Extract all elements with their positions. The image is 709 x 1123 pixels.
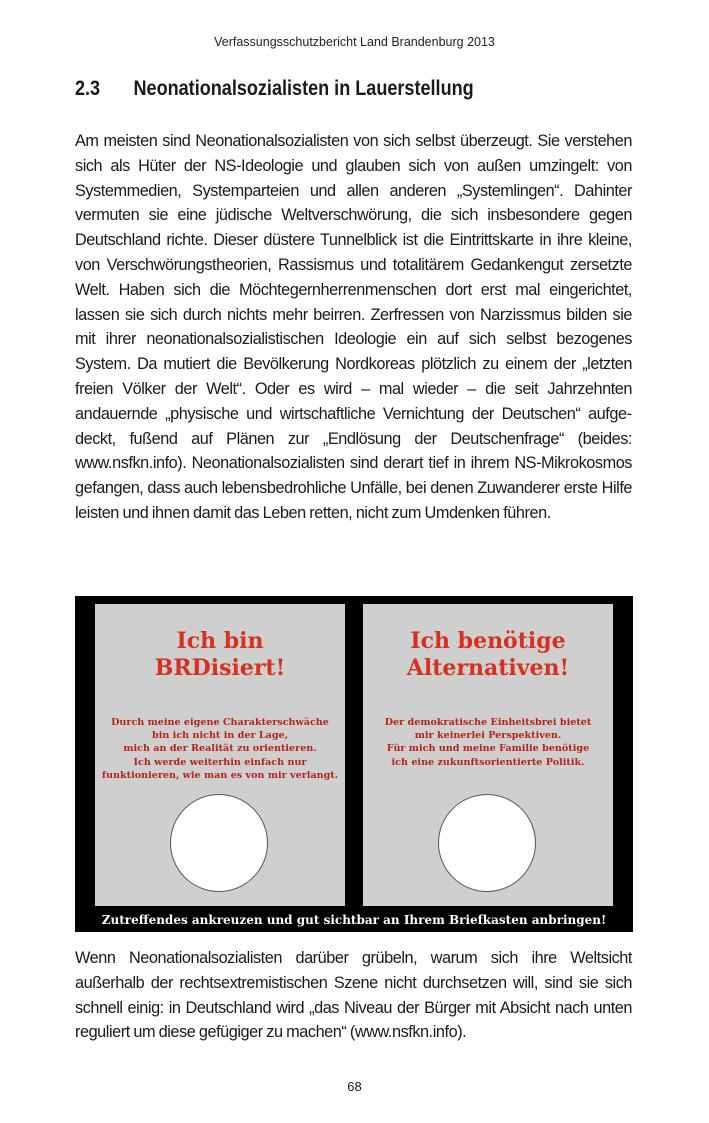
section-heading [75,77,557,101]
section-title: Neonationalsozialisten in Lauerstellung [133,77,474,100]
body-paragraph-2: Wenn Neonationalsozialisten darüber grübeln, warum sich ihre Weltsicht außerhalb der rechtsextremistischen Szene nicht durchsetzen will, sind sie sich schnell einig: in Deutschland wird „das Niveau der Bürger mit Absicht nach unten reguliert um diese gefügiger zu machen“ (www.nsfkn.info). [75,949,632,1042]
section-number: 2.3 [75,77,101,100]
poster-card-right [363,604,613,906]
poster-card-left [95,604,345,906]
poster-caption: Zutreffendes ankreuzen und gut sichtbar an Ihrem Briefkasten anbringen! [101,913,607,927]
body-paragraph-1: Am meisten sind Neonationalsozialisten von sich selbst überzeugt. Sie verstehen sich als Hüter der NS-Ideologie und glauben sich von außen umzingelt: von Systemmedien, Systemparteien und allen anderen „Systemlingen“. Dahinter vermuten sie eine jüdische Weltverschwörung, die sich insbesondere gegen Deutschland richte. Dieser düstere Tunnelblick ist die Eintrittskarte in ihre kleine, von Verschwörungstheorien, Rassismus und totalitärem Gedankengut zersetzte Welt. Haben sich die Möchtegernherrenmenschen dort erst mal eingerichtet, lassen sie sich durch nichts mehr beirren. Zerfressen von Narzissmus bilden sie mit ihrer neonationalsozialistischen Ideologie ein auf sich selbst bezogenes System. Da mutiert die Bevölkerung Nordkoreas plötzlich zu einem der „letzten freien Völker der Welt“. Oder es wird – mal wieder – die seit Jahrzehnten andauernde „physische und wirtschaftliche Vernichtung der Deutschen“ aufgedeckt, fußend auf Plänen zur „Endlösung der Deutschenfrage“ (beides: www.nsfkn.info). Neonationalsozialisten sind derart tief in ihrem NS-Mikrokosmos gefangen, dass auch lebensbedrohliche Unfälle, bei denen Zuwanderer erste Hilfe leisten und ihnen damit das Leben retten, nicht zum Umdenken führen. [75,132,632,522]
running-header: Verfassungsschutzbericht Land Brandenburg 2013 [214,35,495,49]
poster-image [75,596,633,932]
poster-right-text: Der demokratische Einheitsbrei bietet mir keinerlei Perspektiven. Für mich und meine Familie benötige ich eine zukunftsorientierte Politik. [384,717,592,768]
poster-right-title: Ich benötige Alternativen! [406,628,570,681]
checkbox-circle-left [170,794,268,892]
page-number: 68 [347,1079,362,1094]
poster-left-text: Durch meine eigene Charakterschwäche bin ich nicht in der Lage, mich an der Realität zu orientieren. Ich werde weiterhin einfach nur funktionieren, wie man es von mir verlangt. [101,717,339,781]
checkbox-circle-right [438,794,536,892]
poster-left-title: Ich bin BRDisiert! [154,628,286,681]
